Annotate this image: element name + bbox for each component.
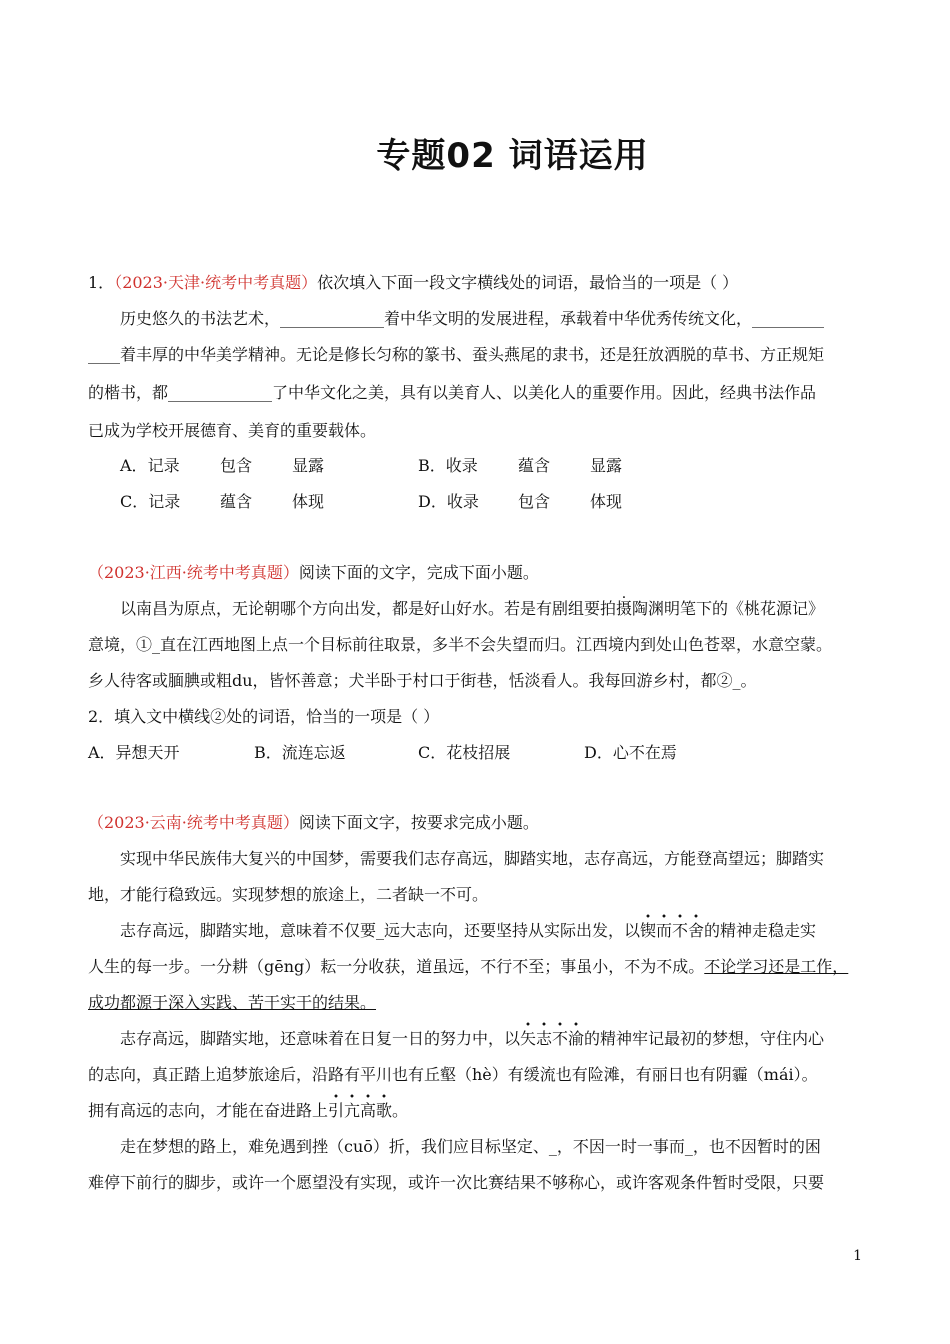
q3-header [88,812,539,834]
q1-option-d: D．收录 包含 体现 [418,492,623,511]
q1-paragraph-line: ____着丰厚的中华美学精神。无论是修长匀称的篆书、蚕头燕尾的隶书，还是狂放洒脱的草书、方正规矩 [88,345,825,364]
q1-paragraph-line: 的楷书，都_____________了中华文化之美，具有以美育人、以美化人的重要作用。因此，经典书法作品 [88,383,817,402]
q2-paragraph-line: 意境，①_直在江西地图上点一个目标前往取景，多半不会失望而归。江西境内到处山色苍翠，水意空蒙。 [88,635,833,654]
q2-option-b: B．流连忘返 [254,743,346,762]
q2-option-c: C．花枝招展 [418,743,511,762]
q1-number: 1． [88,273,115,292]
q1-paragraph-line: 已成为学校开展德育、美育的重要载体。 [88,421,377,440]
q3-source: （2023·云南·统考中考真题） [88,813,299,832]
q2-header [88,562,539,584]
underlined-sentence: 不论学习还是工作， [704,957,849,976]
q1-header [88,272,738,294]
page-title: 专题02 词语运用 [376,136,649,176]
q3-paragraph-line [88,992,376,1014]
page-number: 1 [853,1248,862,1264]
underlined-sentence: 成功都源于深入实践、苦干实干的结果。 [88,993,377,1012]
emphasis-dot-phrase: 引亢高歌 [328,1093,392,1120]
q3-paragraph-line: 志存高远，脚踏实地，还意味着在日复一日的努力中，以矢志不渝的精神牢记最初的梦想，守住内心 [120,1028,824,1050]
emphasis-dot-char: 摄 [616,599,633,618]
q2-question: 2．填入文中横线②处的词语，恰当的一项是（ ） [88,707,440,726]
q3-paragraph-line: 难停下前行的脚步，或许一个愿望没有实现，或许一次比赛结果不够称心，或许客观条件暂时受限，只要 [88,1173,825,1192]
q2-paragraph-line: 乡人待客或腼腆或粗du，皆怀善意；犬半卧于村口于街巷，恬淡看人。我每回游乡村，都②_。 [88,671,757,690]
q1-option-a: A．记录 包含 显露 [120,456,325,475]
q2-source: （2023·江西·统考中考真题） [88,563,299,582]
q2-intro: 阅读下面的文字，完成下面小题。 [298,563,539,582]
q3-paragraph-line: 人生的每一步。一分耕（gēng）耘一分收获，道虽远，不行不至；事虽小，不为不成。不论学习还是工作， [88,957,849,976]
q1-source: （2023·天津·统考中考真题） [114,273,318,292]
q1-option-b: B．收录 蕴含 显露 [418,456,623,475]
q3-paragraph-line: 志存高远，脚踏实地，意味着不仅要_远大志向，还要坚持从实际出发，以锲而不舍的精神走稳走实 [120,920,816,942]
emphasis-dot-phrase: 锲而不舍 [640,913,704,940]
q3-paragraph-line: 的志向，真正踏上追梦旅途后，沿路有平川也有丘壑（hè）有缓流也有险滩，有丽日也有阴霾（mái）。 [88,1065,818,1084]
q2-option-d: D．心不在焉 [584,743,677,762]
q3-paragraph-line: 实现中华民族伟大复兴的中国梦，需要我们志存高远，脚踏实地，志存高远，方能登高望远；脚踏实 [120,849,825,868]
q1-prompt: 依次填入下面一段文字横线处的词语，最恰当的一项是（ ） [317,273,739,292]
q2-option-a: A．异想天开 [88,743,180,762]
q1-option-c: C．记录 蕴含 体现 [120,492,325,511]
emphasis-dot-phrase: 矢志不渝 [520,1021,584,1048]
q3-intro: 阅读下面文字，按要求完成小题。 [298,813,539,832]
q3-paragraph-line: 地，才能行稳致远。实现梦想的旅途上，二者缺一不可。 [88,885,489,904]
q2-paragraph-line: 以南昌为原点，无论朝哪个方向出发，都是好山好水。若是有剧组要拍摄陶渊明笔下的《桃花源记》 [120,599,825,618]
q1-paragraph-line: 历史悠久的书法艺术，_____________着中华文明的发展进程，承载着中华优秀传统文化，_________ [120,309,825,328]
q3-paragraph-line: 走在梦想的路上，难免遇到挫（cuō）折，我们应目标坚定、_，不因一时一事而_，也不因暂时的困 [120,1137,821,1156]
q3-paragraph-line: 拥有高远的志向，才能在奋进路上引亢高歌。 [88,1100,408,1122]
